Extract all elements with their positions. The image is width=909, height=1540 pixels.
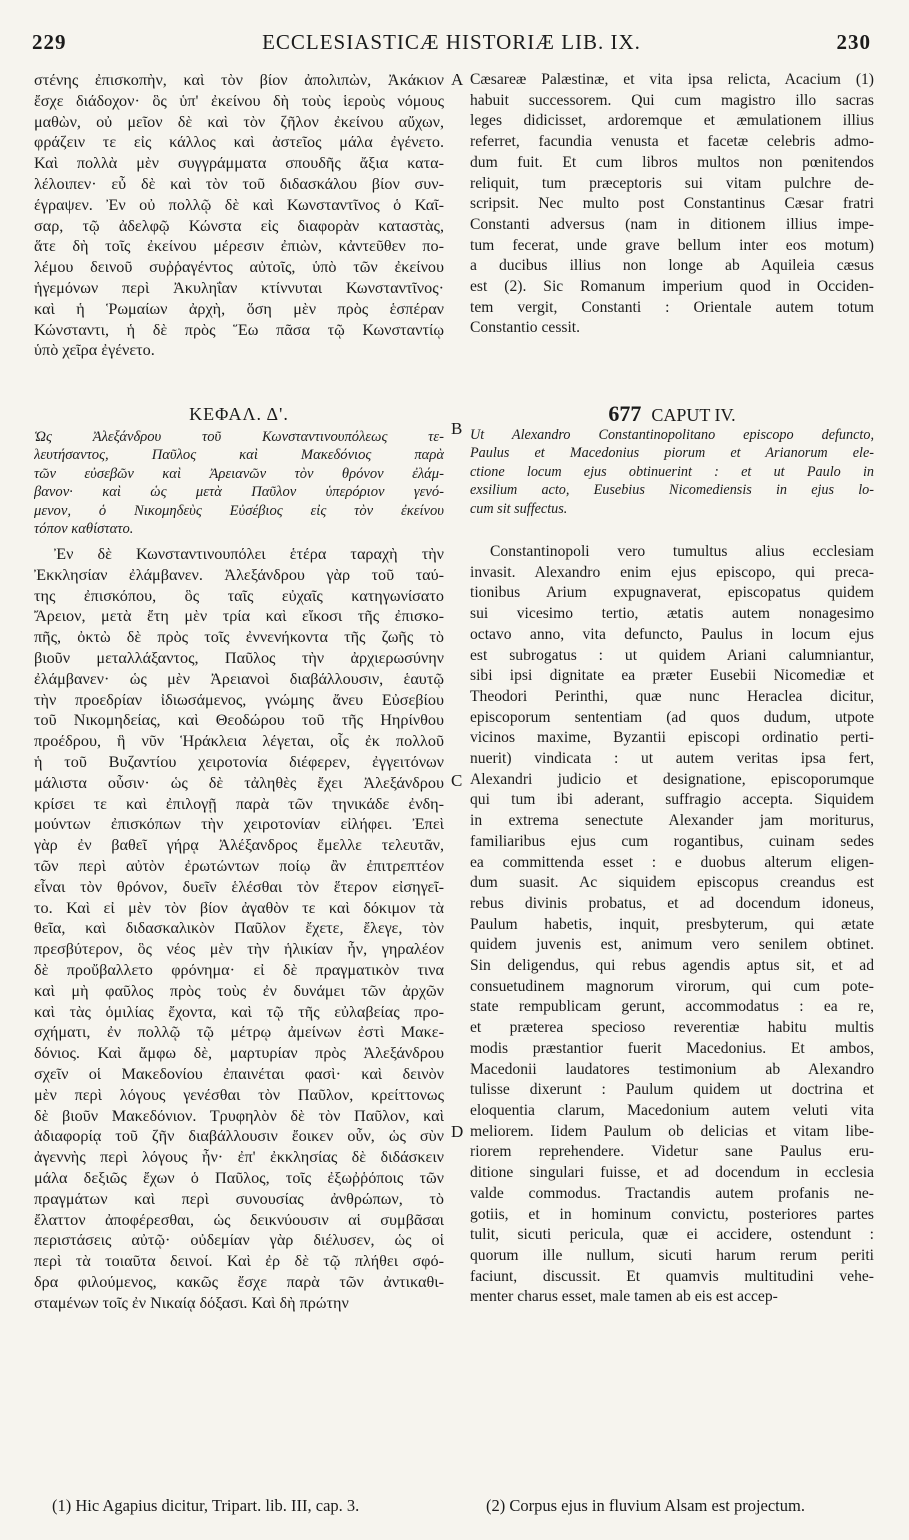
- greek-line: ἔσχε διάδοχον· ὃς ὑπ' ἐκείνου δὴ τοὺς ἱεροὺς νόμους: [34, 91, 444, 110]
- greek-line: λέμου δεινοῦ συῤῥαγέντος αὐτοῖς, ὑπὸ τῶν ἐκείνου: [34, 258, 444, 277]
- running-head: [32, 30, 871, 58]
- latin-line: invasit. Alexandro enim ejus episcopo, qui preca-: [470, 563, 874, 581]
- greek-summary-line: τῶν εὐσεβῶν καὶ Ἀρειανῶν τὸν θρόνον ἐλάμ-: [34, 465, 444, 482]
- latin-line: Cæsareæ Palæstinæ, et vita ipsa relicta, Acacium (1): [470, 71, 874, 88]
- greek-line: τοῦ Νικομηδείας, καὶ Θεοδώρου τοῦ τῆς Ηηρίνθου: [34, 711, 444, 730]
- greek-line: σχήματι, ἐν πολλῷ τῷ μέτρῳ ἀμείνων ἐστὶ Μακε-: [34, 1023, 444, 1042]
- latin-line: rebus divinis probatus, et ad docendum idoneus,: [470, 894, 874, 912]
- greek-summary-line: βανον· καὶ ὡς μετὰ Παῦλον ὑπερόριον γενό-: [34, 484, 444, 501]
- greek-line: Ἐν δὲ Κωνσταντινουπόλει ἑτέρα ταραχὴ τὴν: [54, 545, 444, 563]
- margin-letter-b: B: [451, 419, 463, 438]
- latin-line: sui vicesimo tertio, ætatis autem nonagesimo: [470, 605, 874, 623]
- latin-line: dum fuit. Et cum libros multos non pœnitendos: [470, 153, 874, 171]
- greek-line: γὰρ ἐν βαθεῖ γήρᾳ Ἀλέξανδρος ἔμελλε τελευτᾶν,: [34, 836, 444, 855]
- greek-line: ἔλαττον ἀποφέρεσθαι, ὡς δεικνύουσιν αἱ συμβᾶσαι: [34, 1210, 444, 1229]
- greek-line: ἐλάμβανεν· ὡς μὲν Ἀρειανοὶ διαβάλλουσιν, ἑαυτῷ: [34, 669, 444, 688]
- greek-summary-line: Ὡς Ἀλεξάνδρου τοῦ Κωνσταντινουπόλεως τε-: [34, 429, 444, 445]
- latin-summary-line: Ut Alexandro Constantinopolitano episcopo defuncto,: [470, 427, 874, 443]
- greek-summary-line: τόπον καθίστατο.: [34, 521, 134, 538]
- latin-line: Sin deligendus, qui rebus agendis aptus sit, et ad: [470, 957, 874, 975]
- footnote-1: (1) Hic Agapius dicitur, Tripart. lib. III, cap. 3.: [52, 1496, 360, 1515]
- latin-line: Paulum habetis, inquit, presbyterum, qui ætate: [470, 915, 874, 933]
- greek-line: μάλιστα οὖσιν· ὡς δὲ τἀληθὲς ἔχει Ἀλεξάνδρου: [34, 773, 444, 792]
- greek-line: μούντων ἐπισκόπων τὴν χειροτονίαν εἰλήφει. Ἐπεὶ: [34, 815, 444, 834]
- latin-line: valde commodus. Tractandis autem profanis ne-: [470, 1184, 874, 1202]
- greek-line: δὲ βιοῦν Μακεδόνιον. Τρυφηλὸν δὲ τὸν Παῦλον, καὶ: [34, 1106, 444, 1125]
- latin-line: ea committenda esset : e duobus alterum eligen-: [470, 853, 874, 871]
- latin-line: Theodori Perinthi, quæ nunc Heraclea dicitur,: [470, 687, 874, 705]
- latin-line: tem vergit, Constanti : Orientale autem totum: [470, 298, 874, 316]
- latin-line: gotiis, et in hominum convictu, posteriores partes: [470, 1205, 874, 1223]
- greek-line: δόνιος. Καὶ ἄμφω δὲ, μαρτυρίαν πρὸς Ἀλεξάνδρου: [34, 1044, 444, 1063]
- latin-line: referret, facundia venusta et facetæ celebris admo-: [470, 133, 874, 151]
- latin-line: modis præstantior fuerit Macedonius. Et ambos,: [470, 1039, 874, 1057]
- latin-line: Constantinopoli vero tumultus alius ecclesiam: [490, 543, 874, 560]
- latin-line: state rempublicam gerunt, accommodatus : ea re,: [470, 998, 874, 1016]
- latin-line: quidem juvenis est, animum vero senilem obtinet.: [470, 936, 874, 954]
- page-number-left: 229: [32, 30, 67, 54]
- greek-summary-line: λευτήσαντος, Παῦλος καὶ Μακεδόνιος παρὰ: [34, 447, 444, 464]
- greek-line: πῆς, ὀκτὼ δὲ πρὸς τοῖς ἐννενήκοντα τῆς ζωῆς τὸ: [34, 628, 444, 647]
- greek-line: φράζειν τε εἰς κάλλος καὶ ἀστεῖος μάλα ἐγένετο.: [34, 133, 444, 152]
- greek-line: της ἐπισκόπου, ὃς ταῖς εὐχαῖς κατηγωνίσατο: [34, 586, 444, 605]
- latin-line: ditione singulari fuisse, et ad docendum in ecclesia: [470, 1164, 874, 1182]
- greek-line: καὶ μὴ φαῦλος πρὸς τοὺς ἐν δυνάμει τῶν ἀρχῶν: [34, 981, 444, 1000]
- greek-line: θεῖα, καὶ διδασκαλικὸν Παῦλον ἔχετε, ἔλεγε, τὸν: [34, 919, 444, 938]
- greek-line: ἀγεννὴς περὶ λόγους ἦν· ἐπ' ἐκκλησίας δὲ διδάσκειν: [34, 1148, 444, 1167]
- latin-line: tulit, sicuti pericula, quæ ei accidere, ostendunt :: [470, 1226, 874, 1244]
- greek-line: ὑπὸ χεῖρα ἐγένετο.: [34, 341, 155, 360]
- greek-line: πραγμάτων καὶ περὶ συνουσίας ἀνθρώπων, τὸ: [34, 1189, 444, 1208]
- page-number-right: 230: [836, 30, 871, 54]
- latin-chapter-heading: [470, 401, 874, 427]
- latin-column-body: [470, 542, 874, 1308]
- greek-line: ἡγεμόνων περὶ Ἀκυληΐαν κτίννυται Κωνσταντῖνος·: [34, 278, 444, 297]
- greek-line: Καὶ πολλὰ μὲν συγγράμματα σπουδῆς ἄξια κατα-: [34, 154, 444, 173]
- greek-line: καὶ τὰς ὁμιλίας ἔχοντα, καὶ τῷ τῆς εὐλαβείας προ-: [34, 1002, 444, 1021]
- latin-summary-line: Paulus et Macedonius piorum et Arianorum ele-: [470, 445, 874, 462]
- greek-column-body: [34, 544, 444, 1313]
- greek-line: ἀδιαφορίᾳ τοῦ ζῆν διαβάλλουσιν ἔοικεν οὖν, ὡς σὺν: [34, 1127, 444, 1146]
- greek-line: δὲ προὔβαλλετο φρόνημα· εἰ δὲ πραγματικὸν τινα: [34, 960, 444, 979]
- greek-column-top: [34, 70, 444, 361]
- greek-line: καὶ ἡ Ῥωμαίων ἀρχὴ, ὅση μὲν πρὸς ἑσπέραν: [34, 299, 444, 318]
- latin-line: Constantio cessit.: [470, 319, 581, 337]
- latin-line: riorem reprehendere. Videtur sane Paulus eru-: [470, 1143, 874, 1161]
- greek-line: έγραψεν. Ἐν οὐ πολλῷ δὲ καὶ Κωνσταντῖνος ὁ Καῖ-: [34, 195, 444, 214]
- latin-line: dum suasit. Ac siquidem episcopus creandus est: [470, 874, 874, 892]
- latin-line: tum fecerat, unde grave bellum inter eos motum): [470, 236, 874, 254]
- greek-summary-line: μενον, ὁ Νικομηδεὺς Εὐσέβιος εἰς τὸν ἐκείνου: [34, 502, 444, 519]
- greek-line: προέδρου, ἣ νῦν Ἡράκλεια λέγεται, οἷς ἐκ πολλοῦ: [34, 732, 444, 751]
- greek-line: περὶ τὰ τοιαῦτα δεινοί. Καὶ ἐρ δὲ τῷ πλήθει σφό-: [34, 1252, 444, 1271]
- latin-summary-line: cum sit suffectus.: [470, 500, 568, 517]
- greek-chapter-heading: ΚΕΦΑΛ. Δ'.: [189, 404, 289, 424]
- latin-line: est (2). Sic Romanum imperium quod in Occiden-: [470, 278, 874, 296]
- running-title: ECCLESIASTICÆ HISTORIÆ LIB. IX.: [262, 30, 641, 54]
- greek-line: λέλοιπεν· εὖ δὲ καὶ τὸν τοῦ διδασκάλου βίον συν-: [34, 174, 444, 193]
- greek-chapter-summary: [34, 428, 444, 538]
- latin-line: a ducibus illius non longe ab Aquileia cæsus: [470, 257, 874, 275]
- greek-line: σχεῖν οἱ Μακεδονίου ἐπαινέται φασὶ· καὶ δεινὸν: [34, 1064, 444, 1083]
- latin-line: scripsit. Nec multo post Constantinus Cæsar fratri: [470, 195, 874, 213]
- greek-line: Ἐκκλησίαν ἐλάμβανεν. Ἀλεξάνδρου γὰρ τοῦ ταύ-: [34, 565, 444, 584]
- latin-line: in extrema senectute Alexander jam moriturus,: [470, 812, 874, 830]
- latin-line: Constanti adversus (nam in ditionem illius impe-: [470, 215, 874, 233]
- latin-line: quorum ille nullum, sicuti harum rerum periti: [470, 1246, 874, 1264]
- greek-line: ἡ τοῦ Βυζαντίου χειροτονία διέφερεν, ἐγγειτόνων: [34, 752, 444, 771]
- greek-line: μάλα δεξιῶς ἔχων ὁ Παῦλος, τοῖς ἐξωῤῥόποις τῶν: [34, 1168, 444, 1187]
- greek-line: σαρ, τῷ ἀδελφῷ Κώνστα εἰς διαφορὰν καταστὰς,: [34, 216, 444, 235]
- latin-line: nuerit) vindicata : ut autem veritas ipsa fert,: [470, 750, 874, 768]
- latin-line: reliquit, tum præceptoris sui vitam pulchre de-: [470, 174, 874, 192]
- greek-line: Ἄρειον, μετὰ ἔτη μὲν τρία καὶ εἴκοσι τῆς ἐπισκο-: [34, 607, 444, 626]
- latin-summary-line: ctione locum ejus obtinuerint : et ut Paulo in: [470, 463, 874, 480]
- column-number: 677: [608, 401, 642, 426]
- greek-line: ἅτε δὴ τοῖς ἐκείνου μέρεσιν ἐπιὼν, κἀντεῦθεν πο-: [34, 237, 444, 256]
- margin-letter-d: D: [451, 1122, 464, 1141]
- greek-line: πρεσβύτερον, ὃς νέος μὲν τὴν ἡλικίαν ἦν, γηραλέον: [34, 940, 444, 959]
- latin-line: vicinos maxime, Byzantii episcopi ordinatio perti-: [470, 729, 874, 747]
- greek-line: Κώνσταντι, ἡ δὲ πρὸς Ἕω πᾶσα τῷ Κωνσταντίῳ: [34, 320, 444, 339]
- latin-line: episcoporum sententiam (ad quos dudum, utpote: [470, 708, 874, 726]
- latin-line: qui tum ibi aderant, suffragio accepta. Siquidem: [470, 791, 874, 809]
- margin-letter-a: A: [451, 70, 464, 89]
- latin-line: Alexandri judicio et designatione, episcoporumque: [470, 770, 874, 788]
- greek-line: τῶν περὶ αὐτὸν ἐρωτώντων ποίῳ ἂν ἐπιτρεπτέον: [34, 856, 444, 875]
- greek-line: στένης ἐπισκοπὴν, καὶ τὸν βίον ἀπολιπὼν, Ἀκάκιον: [34, 71, 444, 89]
- footnote-2: (2) Corpus ejus in fluvium Alsam est projectum.: [486, 1496, 805, 1515]
- latin-line: leges didicisset, ardoremque et æmulationem illius: [470, 112, 874, 130]
- latin-column-top: [470, 70, 874, 339]
- latin-line: eloquentia clarum, Macedonium autem veluti vita: [470, 1101, 874, 1119]
- greek-line: τὴν προεδρίαν ἰδιωσάμενος, γνώμης ἄνευ Εὐσεβίου: [34, 690, 444, 709]
- margin-letter-c: C: [451, 771, 463, 790]
- greek-line: κρίσει τε καὶ ἐπιλογῇ παρὰ τῶν τηνικάδε ἐνδη-: [34, 794, 444, 813]
- latin-line: tionibus Arium expugnaverat, episcopatus quidem: [470, 584, 874, 602]
- greek-line: σταμένων τοῖς ἐν Νικαίᾳ δόξασι. Καὶ δὴ πρώτην: [34, 1293, 349, 1312]
- latin-line: tulisse dixerunt : Paulum quidem ut doctrina et: [470, 1081, 874, 1099]
- latin-line: consuetudinem magnorum virorum, qui cum pote-: [470, 977, 874, 995]
- greek-line: βιοῦν μεταλλάξαντος, Παῦλος τὴν ἀρχιερωσύνην: [34, 648, 444, 667]
- latin-line: est subrogatus : ut quidem Ariani calumniantur,: [470, 646, 874, 664]
- latin-line: et præterea specioso reverentiæ habitu multis: [470, 1019, 874, 1037]
- latin-line: habuit successorem. Qui cum magistro illo sacras: [470, 91, 874, 109]
- latin-line: octavo anno, vita defuncto, Paulus in locum ejus: [470, 625, 874, 643]
- greek-line: το. Καὶ εἰ μὲν τὸν βίον ἀγαθὸν τε καὶ δόκιμον τὰ: [34, 898, 444, 917]
- latin-line: sibi ipsi dignitate ea præter Eusebii Nicomediæ et: [470, 667, 874, 685]
- latin-chapter-title: CAPUT IV.: [651, 405, 736, 425]
- greek-line: μαθὼν, οὐ μεῖον δὲ καὶ τὸν ζῆλον ἐκείνου αὔχων,: [34, 112, 444, 131]
- latin-line: faciunt, discussit. Et quamvis multitudini vehe-: [470, 1267, 874, 1285]
- latin-line: Macedonii laudatores testimonium ab Alexandro: [470, 1060, 874, 1078]
- greek-line: δρα φιλούμενος, κακῶς ἔσχε παρὰ τῶν ἀντικαθι-: [34, 1272, 444, 1291]
- latin-line: menter charus esset, male tamen ab eis est accep-: [470, 1288, 778, 1306]
- greek-line: περιστάσεις αὐτῷ· οὐδεμίαν γὰρ διέλυσεν, ὡς οἱ: [34, 1231, 444, 1250]
- greek-line: εἶναι τὸν θρόνον, δυεῖν ἑλέσθαι τὸν ἕτερον εἰσηγεῖ-: [34, 877, 444, 896]
- latin-line: meliorem. Iidem Paulum ob delicias et vitam libe-: [470, 1122, 874, 1140]
- latin-summary-line: exsilium acto, Eusebius Nicomediensis in ejus lo-: [470, 482, 874, 499]
- latin-chapter-summary: [470, 426, 874, 518]
- latin-line: familiaribus ejus cum rogantibus, cuinam sedes: [470, 832, 874, 850]
- greek-line: μὲν περὶ λόγους γενέσθαι τὸν Παῦλον, κρείττονως: [34, 1085, 444, 1104]
